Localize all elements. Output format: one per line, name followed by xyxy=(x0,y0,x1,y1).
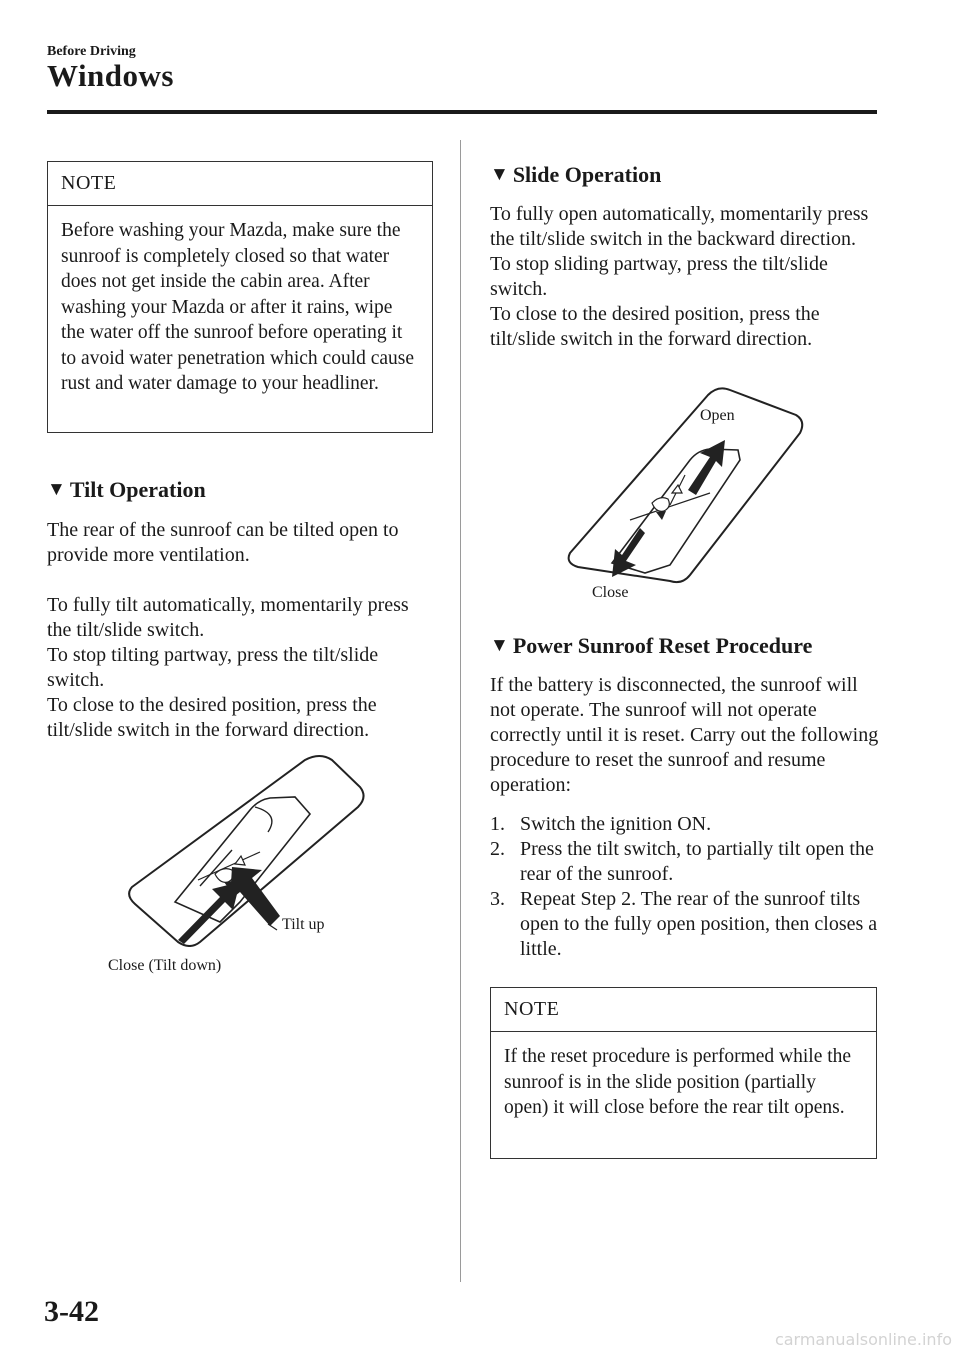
note-heading: NOTE xyxy=(491,988,876,1032)
label-close: Close xyxy=(592,584,629,601)
note-body: Before washing your Mazda, make sure the sunroof is completely closed so that water does not get inside the cabin area. After washing your Mazda or after it rains, wipe the water off the sunroof before operating it to avoid water penetration which could cause rust and water damage to your headliner. xyxy=(61,220,415,394)
triangle-marker-icon: ▼ xyxy=(490,635,509,656)
list-item xyxy=(490,887,882,962)
slide-instruction-line: To stop sliding partway, press the tilt/slide switch. xyxy=(490,253,828,300)
tilt-operation-heading xyxy=(47,477,206,503)
tilt-switch-illustration xyxy=(120,752,370,947)
slide-instructions xyxy=(490,202,882,352)
triangle-marker-icon: ▼ xyxy=(47,479,66,500)
header-rule xyxy=(47,110,877,114)
slide-instruction-line: To close to the desired position, press the tilt/slide switch in the forward direction. xyxy=(490,303,820,350)
step-number: 3. xyxy=(490,888,505,910)
slide-switch-illustration xyxy=(560,385,810,585)
triangle-marker-icon: ▼ xyxy=(490,164,509,185)
note-box-wash xyxy=(47,161,433,433)
step-text: Switch the ignition ON. xyxy=(520,813,712,835)
step-number: 1. xyxy=(490,813,505,835)
list-item xyxy=(490,812,882,837)
tilt-instruction-line: To close to the desired position, press the tilt/slide switch in the forward direction. xyxy=(47,694,377,741)
tilt-instructions xyxy=(47,593,437,743)
watermark: carmanualsonline.info xyxy=(774,1330,952,1349)
label-tilt-up: Tilt up xyxy=(282,916,325,933)
tilt-instruction-line: To stop tilting partway, press the tilt/slide switch. xyxy=(47,644,379,691)
slide-instruction-line: To fully open automatically, momentarily press the tilt/slide switch in the backward direction. xyxy=(490,203,869,250)
heading-text: Slide Operation xyxy=(512,162,662,187)
page-number: 3-42 xyxy=(44,1295,99,1328)
reset-procedure-heading xyxy=(490,633,812,659)
step-text: Press the tilt switch, to partially tilt open the rear of the sunroof. xyxy=(520,838,874,885)
reset-intro-paragraph: If the battery is disconnected, the sunroof will not operate. The sunroof will not operate correctly until it is reset. Carry out the following procedure to reset the sunroof and resume operation: xyxy=(490,674,879,796)
section-label: Before Driving xyxy=(47,44,136,59)
heading-text: Tilt Operation xyxy=(69,477,206,502)
slide-operation-heading xyxy=(490,162,661,188)
label-open: Open xyxy=(700,407,735,424)
heading-text: Power Sunroof Reset Procedure xyxy=(512,633,813,658)
note-heading: NOTE xyxy=(48,162,432,206)
step-number: 2. xyxy=(490,838,505,860)
label-close-tilt-down: Close (Tilt down) xyxy=(108,957,222,974)
list-item xyxy=(490,837,882,887)
step-text: Repeat Step 2. The rear of the sunroof tilts open to the fully open position, then closes a little. xyxy=(520,888,878,960)
note-body: If the reset procedure is performed while the sunroof is in the slide position (partially open) it will close before the rear tilt opens. xyxy=(504,1046,852,1118)
page-title: Windows xyxy=(47,58,174,93)
reset-steps-list xyxy=(490,812,882,962)
note-box-reset xyxy=(490,987,877,1159)
tilt-instruction-line: To fully tilt automatically, momentarily press the tilt/slide switch. xyxy=(47,594,409,641)
tilt-intro-paragraph: The rear of the sunroof can be tilted open to provide more ventilation. xyxy=(47,519,399,566)
column-divider xyxy=(460,140,461,1282)
